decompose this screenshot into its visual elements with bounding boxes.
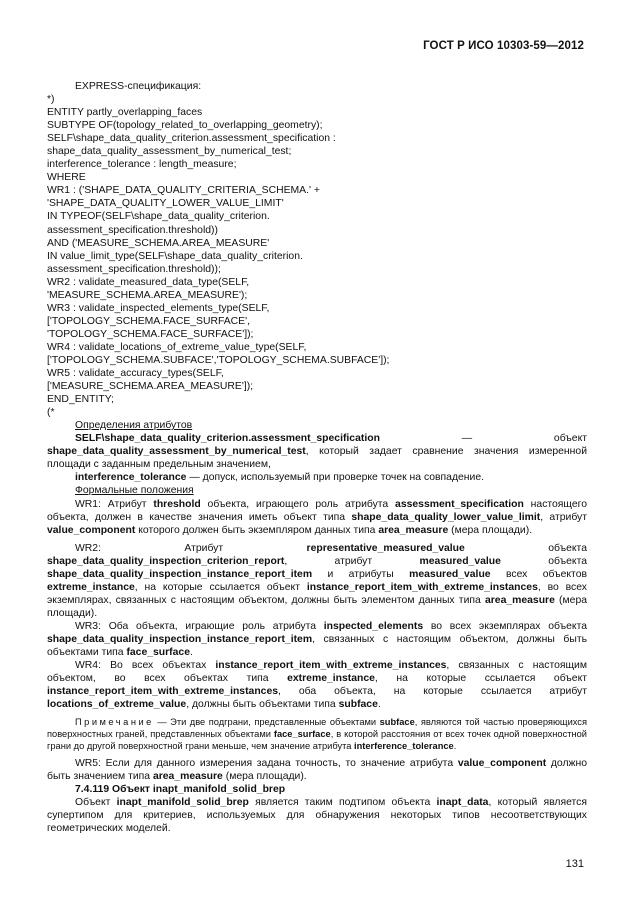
- attribute-definition: SELF\shape_data_quality_criterion.assessment_specification — объект shape_data_quality_assessment_by_numerical_test, который задает сравнение значения измеренной площади с заданным предельным значением,: [47, 433, 587, 471]
- rule-wr5: WR5: Если для данного измерения задана точность, то значение атрибута value_component должно быть значением типа area_measure (мера площади).: [47, 758, 588, 783]
- attribute-definition: interference_tolerance — допуск, используемый при проверке точек на совпадение.: [75, 472, 485, 484]
- express-code: [47, 80, 587, 419]
- code-line: WR3 : validate_inspected_elements_type(SELF,: [47, 302, 270, 314]
- code-line: ENTITY partly_overlapping_faces: [47, 107, 203, 119]
- code-line: IN value_limit_type(SELF\shape_data_quality_criterion.: [47, 250, 303, 262]
- document-header: ГОСТ Р ИСО 10303-59—2012: [423, 40, 584, 52]
- attributes-heading: Определения атрибутов: [75, 420, 193, 432]
- code-line: WR2 : validate_measured_data_type(SELF,: [47, 276, 250, 288]
- code-line: *): [47, 94, 55, 106]
- rules-heading: Формальные положения: [75, 485, 194, 497]
- code-line: assessment_specification.threshold)): [47, 224, 218, 236]
- page-body: [47, 80, 587, 836]
- code-line: 'TOPOLOGY_SCHEMA.FACE_SURFACE']);: [47, 328, 254, 340]
- code-intro: EXPRESS-спецификация:: [75, 81, 202, 92]
- code-line: 'MEASURE_SCHEMA.AREA_MEASURE');: [47, 289, 248, 301]
- code-line: WR4 : validate_locations_of_extreme_value_type(SELF,: [47, 341, 307, 353]
- code-line: WR1 : ('SHAPE_DATA_QUALITY_CRITERIA_SCHEMA.' +: [47, 185, 320, 197]
- code-line: END_ENTITY;: [47, 394, 114, 406]
- code-line: ['TOPOLOGY_SCHEMA.FACE_SURFACE',: [47, 315, 250, 327]
- rule-wr3: WR3: Оба объекта, играющие роль атрибута inspected_elements во всех экземплярах объекта shape_data_quality_inspection_instance_report_item, связанных с настоящим объектом, должны быть объектами типа face_surface.: [47, 620, 587, 659]
- code-line: SUBTYPE OF(topology_related_to_overlapping_geometry);: [47, 120, 323, 132]
- code-line: ['MEASURE_SCHEMA.AREA_MEASURE']);: [47, 381, 254, 393]
- note: Примечание — Эти две подграни, представленные объектами subface, являются той частью проверяющихся поверхностных граней, представленных объектами face_surface, в которой расстояния от всех точек одной поверхностной грани до другой поверхностной грани меньше, чем значение атрибута interference_tolerance.: [47, 717, 587, 752]
- rule-wr1: WR1: Атрибут threshold объекта, играющего роль атрибута assessment_specification настоящего объекта, должен в качестве значения иметь объект типа shape_data_quality_lower_value_limit, атрибут value_component которого должен быть экземпляром данных типа area_measure (мера площади).: [47, 498, 587, 536]
- code-line: assessment_specification.threshold));: [47, 263, 221, 275]
- code-line: WHERE: [47, 172, 86, 184]
- code-line: IN TYPEOF(SELF\shape_data_quality_criterion.: [47, 211, 270, 223]
- code-line: WR5 : validate_accuracy_types(SELF,: [47, 368, 224, 380]
- page-number: 131: [565, 858, 584, 870]
- section-title: 7.4.119 Объект inapt_manifold_solid_brep: [75, 784, 286, 796]
- code-line: shape_data_quality_assessment_by_numerical_test;: [47, 146, 292, 158]
- code-line: ['TOPOLOGY_SCHEMA.SUBFACE','TOPOLOGY_SCHEMA.SUBFACE']);: [47, 354, 390, 366]
- rule-wr4: WR4: Во всех объектах instance_report_item_with_extreme_instances, связанных с настоящим объектом, во всех объектах типа extreme_instance, на которые ссылается объект instance_report_item_with_extreme_instances, оба объекта, на которые ссылается атрибут locations_of_extreme_value, должны быть объектами типа subface.: [47, 660, 587, 711]
- code-line: (*: [47, 407, 55, 419]
- code-line: 'SHAPE_DATA_QUALITY_LOWER_VALUE_LIMIT': [47, 198, 284, 210]
- section-body: Объект inapt_manifold_solid_brep является таким подтипом объекта inapt_data, который является супертипом для критериев, используемых для обнаружения некоторых типов несоответствующих геометрических моделей.: [47, 797, 587, 835]
- code-line: AND ('MEASURE_SCHEMA.AREA_MEASURE': [47, 237, 270, 249]
- rule-wr2: WR2: Атрибут representative_measured_value объекта shape_data_quality_inspection_criterion_report, атрибут measured_value объекта shape_data_quality_inspection_instance_report_item и атрибуты measured_value всех объектов extreme_instance, на которые ссылается объект instance_report_item_with_extreme_instances, во всех экземплярах, связанных с настоящим объектом, должны быть элементом данных типа area_measure (мера площади).: [47, 542, 587, 619]
- code-line: interference_tolerance : length_measure;: [47, 159, 237, 171]
- code-line: SELF\shape_data_quality_criterion.assessment_specification :: [47, 133, 336, 145]
